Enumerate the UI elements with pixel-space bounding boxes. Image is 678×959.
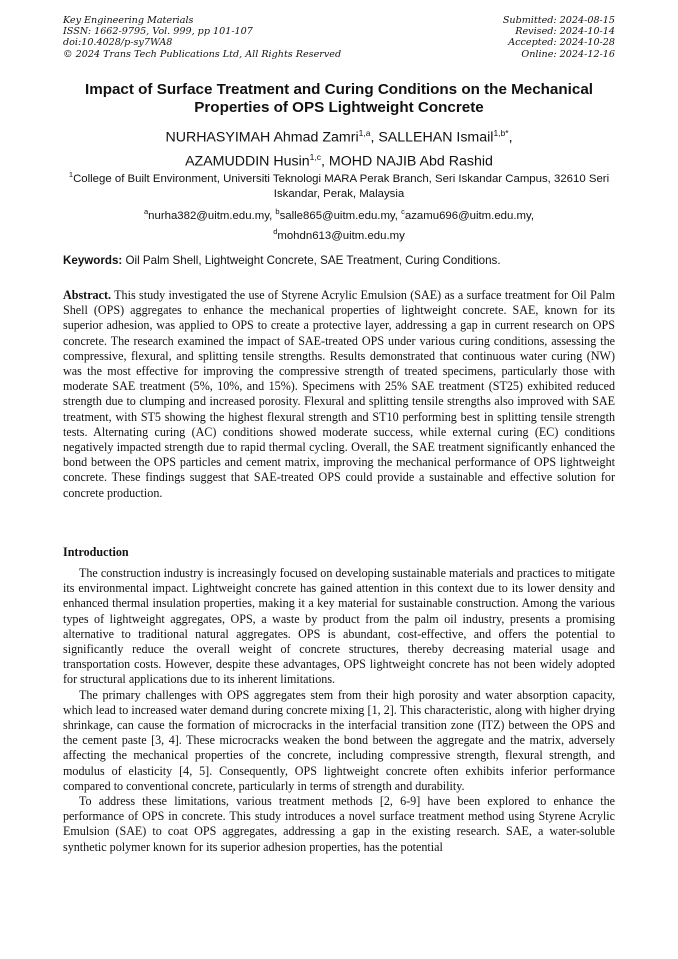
author-affil-mark: 1,a xyxy=(358,128,371,138)
affiliation xyxy=(50,167,628,202)
affiliation-text: College of Built Environment, Universiti Teknologi MARA Perak Branch, Seri Iskandar Campus, 32610 Seri Iskandar, Perak, Malaysia xyxy=(73,172,610,200)
paragraph: The construction industry is increasingly focused on developing sustainable materials and practices to mitigate its environmental impact. Lightweight concrete has gained attention in this context due to its lower density and enhanced thermal insulation properties, making it a key material for sustainable construction. Among the various types of lightweight aggregates, OPS, a waste by product from the palm oil industry, presents a promising alternative to traditional natural aggregates. OPS is abundant, cost-effective, and offers the potential to significantly reduce the overall weight of concrete structures, thereby decreasing material usage and transportation costs. However, despite these advantages, OPS lightweight concrete has not been widely adopted for structural applications due to its inherent limitations. xyxy=(63,566,615,687)
journal-doi: doi:10.4028/p-sy7WA8 xyxy=(63,37,173,49)
keywords xyxy=(63,253,615,268)
abstract xyxy=(63,288,615,501)
email-mark: a xyxy=(144,207,149,216)
journal-header xyxy=(63,15,615,60)
date-submitted: Submitted: 2024-08-15 xyxy=(502,15,615,26)
journal-copyright: © 2024 Trans Tech Publications Ltd, All Rights Reserved xyxy=(63,48,342,60)
email-mark: b xyxy=(275,207,280,216)
author-name: NURHASYIMAH Ahmad Zamri xyxy=(165,129,359,146)
date-revised: Revised: 2024-10-14 xyxy=(515,26,615,38)
introduction-body xyxy=(63,566,615,855)
author-separator: , xyxy=(321,153,329,170)
date-accepted: Accepted: 2024-10-28 xyxy=(508,37,615,49)
keywords-label: Keywords: xyxy=(63,254,123,267)
paragraph: The primary challenges with OPS aggregates stem from their high porosity and water absorption capacity, which lead to increased water demand during concrete mixing [1, 2]. This characteristic, along with higher drying shrinkage, can cause the formation of microcracks in the interfacial transition zone (ITZ) between the OPS and the cement paste [3, 4]. These microcracks weaken the bond between the aggregate and the matrix, adversely affecting the mechanical properties of the concrete, including compressive strength, flexural strength, and modulus of elasticity [4, 5]. Consequently, OPS lightweight concrete often exhibits inferior performance compared to conventional concrete, particularly in terms of strength and durability. xyxy=(63,687,615,793)
author-affil-mark: 1,b* xyxy=(493,128,509,138)
author-list xyxy=(40,124,638,172)
email-mark: d xyxy=(273,226,278,236)
keywords-text: Oil Palm Shell, Lightweight Concrete, SAE Treatment, Curing Conditions. xyxy=(125,254,501,267)
abstract-label: Abstract. xyxy=(63,288,112,302)
author-affil-mark: 1,c xyxy=(309,152,321,163)
author-separator: , xyxy=(370,129,379,146)
author-name: SALLEHAN Ismail xyxy=(378,129,494,146)
author-separator: , xyxy=(508,129,513,146)
email-separator: , xyxy=(530,209,534,222)
date-online: Online: 2024-12-16 xyxy=(521,48,615,60)
author-name: AZAMUDDIN Husin xyxy=(185,153,310,170)
journal-issn: ISSN: 1662-9795, Vol. 999, pp 101-107 xyxy=(63,26,253,38)
email-address[interactable]: salle865@uitm.edu.my xyxy=(279,209,395,222)
journal-info xyxy=(63,15,341,60)
email-mark: c xyxy=(401,207,405,216)
introduction-heading: Introduction xyxy=(63,545,129,559)
email-address[interactable]: mohdn613@uitm.edu.my xyxy=(277,229,405,242)
email-separator: , xyxy=(269,209,276,222)
paragraph: To address these limitations, various treatment methods [2, 6-9] have been explored to enhance the performance of OPS in concrete. This study introduces a novel surface treatment method using Styrene Acrylic Emulsion (SAE) to coat OPS aggregates, addressing a gap in the existing research. SAE, a water-soluble synthetic polymer known for its superior adhesion properties, has the potential xyxy=(63,794,615,854)
journal-name: Key Engineering Materials xyxy=(63,15,194,26)
email-list xyxy=(60,204,618,244)
author-name: MOHD NAJIB Abd Rashid xyxy=(328,153,493,170)
submission-dates xyxy=(503,15,615,60)
email-address[interactable]: nurha382@uitm.edu.my xyxy=(148,209,270,222)
paper-title: Impact of Surface Treatment and Curing Conditions on the Mechanical Properties of OPS Lightweight Concrete xyxy=(84,81,593,116)
email-separator: , xyxy=(394,209,402,222)
affiliation-mark: 1 xyxy=(68,170,74,179)
email-address[interactable]: azamu696@uitm.edu.my xyxy=(404,209,531,222)
abstract-text: This study investigated the use of Styrene Acrylic Emulsion (SAE) as a surface treatment for Oil Palm Shell (OPS) aggregates to enhance the mechanical properties of lightweight concrete. SAE, known for its superior adhesion, was applied to OPS to create a protective layer, addressing a gap in current research on OPS concrete. The research examined the impact of SAE-treated OPS under various curing conditions, assessing the compressive, flexural, and splitting tensile strengths. Results demonstrated that continuous water curing (NW) was the most effective for improving the compressive strength of treated specimens, particularly those with moderate SAE treatment (5%, 10%, and 15%). Specimens with 25% SAE treatment (ST25) exhibited reduced strength due to clumping and increased porosity. Flexural and splitting tensile strengths also improved with SAE treatment, with ST5 showing the highest flexural strength and ST10 performing best in splitting tensile strength tests. Alternating curing (AC) conditions showed moderate success, while external curing (EC) conditions negatively impacted strength due to rapid thermal cycling. Overall, the SAE treatment significantly enhanced the bond between the OPS particles and cement matrix, improving the mechanical performance of OPS lightweight concrete. These findings suggest that SAE-treated OPS could provide a sustainable and effective solution for concrete production. xyxy=(63,288,615,500)
